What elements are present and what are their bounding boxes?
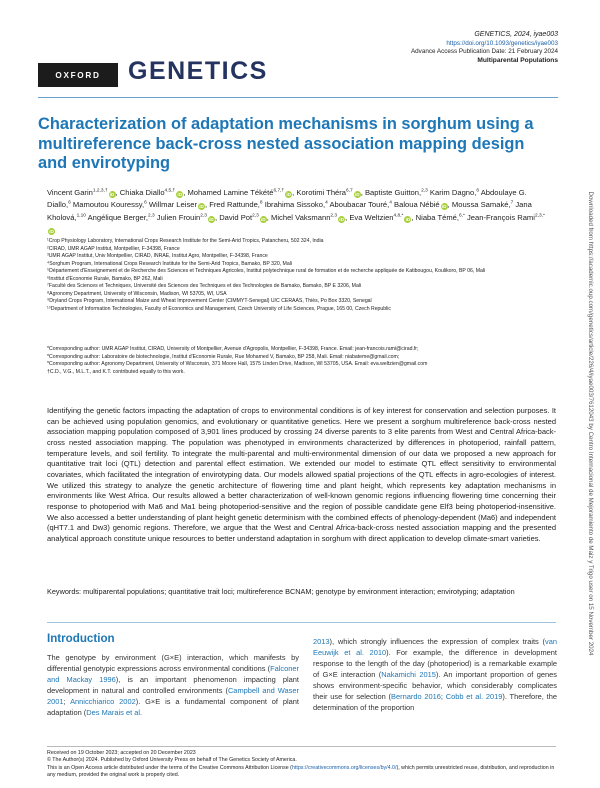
affiliation: ⁷Faculté des Sciences et Techniques, Université des Sciences des Techniques et des Technologies de Bamako, Bamako, BP E 3206, Mali — [47, 283, 362, 289]
doi-link[interactable]: https://doi.org/10.1093/genetics/iyae003 — [446, 39, 558, 47]
citation-link[interactable]: Campbell and Waser 2001 — [47, 686, 299, 706]
author-name[interactable]: Fred Rattunde, — [209, 200, 260, 210]
author-name[interactable]: Moussa Samaké, — [451, 200, 511, 210]
correspondence-line: *Corresponding author: Laboratoire de biotechnologie, Institut d'Economie Rurale, Rue Mohamed V, Bamako, BP 258, Mali. Email: niabateme@gmail.com; — [47, 353, 400, 360]
author-affiliation-marker: 6,7,† — [273, 188, 285, 193]
author-affiliation-marker: 2,3 — [252, 213, 259, 219]
body-text: ). G×E is a fundamental component of plant adaptation ( — [47, 697, 299, 717]
correspondence-line: *Corresponding author: UMR AGAP Institut, CIRAD, University of Montpellier, Avenue d'Agropolis, Montpellier, F-34398, France. Email: jean-francois.rami@cirad.fr; — [47, 346, 419, 352]
affiliation: ²CIRAD, UMR AGAP Institut, Montpellier, F-34398, France — [47, 245, 180, 252]
license-text: This is an Open Access article distributed under the terms of the Creative Commons Attribution License (https://creativecommons.org/licenses/by/4.0/), which permits unrestricted reuse, distribution, and reproduction in any medium, provided the original work is properly cited. — [47, 764, 555, 778]
article-category: Multiparental Populations — [477, 56, 558, 64]
orcid-icon[interactable]: iD — [109, 191, 115, 197]
author-name[interactable]: Julien Frouin — [156, 213, 201, 223]
affiliation: ⁹Dryland Crops Program, International Maize and Wheat Improvement Center (CIMMYT-Senegal) U/C CERAAS, Thiès, Po Box 3320, Senegal — [47, 298, 372, 304]
body-text: ), is an important phenomenon impacting plant development in natural and controlled environments ( — [47, 675, 299, 695]
orcid-icon[interactable]: iD — [177, 191, 183, 197]
author-affiliation-marker: 4 — [389, 200, 392, 206]
affiliation: ¹⁰Department of Information Technologies, Faculty of Economics and Management, Czech University of Life Sciences, Prague, 165 00, Czech Republic — [47, 305, 391, 312]
orcid-icon[interactable]: iD — [286, 191, 291, 197]
author-affiliation-marker: 8 — [259, 200, 263, 206]
author-name[interactable]: Eva Weltzien — [349, 213, 394, 223]
intro-column-2 — [313, 636, 557, 713]
author: Korotimi Théra$^{6,7}$iD, — [296, 187, 363, 197]
received-dates: Received on 19 October 2023; accepted on 20 December 2023 — [47, 750, 196, 756]
orcid-icon[interactable]: iD — [405, 217, 411, 223]
author — [88, 213, 155, 222]
correspondence-line: †C.D., V.G., M.L.T., and K.T. contributed equally to this work. — [47, 368, 185, 375]
author-affiliation-marker: 6 — [144, 200, 147, 206]
author-affiliation-marker: 2,3 — [330, 213, 338, 219]
affiliations — [47, 238, 552, 313]
author-affiliation-marker: 6,* — [459, 213, 465, 219]
author: Vincent Garin$^{1,2,3,\dagger}$iD, — [47, 187, 118, 197]
author-list — [47, 185, 547, 235]
running-header — [411, 31, 558, 65]
citation-link[interactable]: 2013 — [313, 637, 330, 646]
oxford-logo: OXFORD — [38, 63, 118, 87]
introduction-heading: Introduction — [47, 632, 115, 645]
author-name[interactable]: Abdoulaye G. Diallo, — [47, 187, 527, 210]
body-text: ). Therefore, the determination of the proportion — [313, 692, 557, 712]
affiliation: ⁸Agronomy Department, University of Wisconsin, Madison, WI 53705, WI, USA — [47, 290, 227, 297]
intro-column-1 — [47, 652, 299, 718]
author-name[interactable]: Ibrahima Sissoko, — [264, 200, 326, 210]
affiliation: ¹Crop Physiology Laboratory, International Crops Research Institute for the Semi-Arid Tropics, Patancheru, 502 324, India — [47, 238, 324, 244]
author-affiliation-marker: 1,2,3,† — [92, 188, 108, 193]
affiliation: ⁴Sorghum Program, International Crops Research Institute for the Semi-Arid Tropics, Bamako, BP 320, Mali — [47, 260, 292, 267]
author — [265, 200, 328, 209]
author — [209, 200, 262, 209]
orcid-icon[interactable]: iD — [339, 217, 344, 223]
body-text: The genotype by environment (G×E) interaction, which manifests by differential genotypic expressions across environmental conditions ( — [47, 653, 299, 673]
author — [329, 200, 391, 209]
author-affiliation-marker: 2,3 — [200, 213, 207, 219]
author-name[interactable]: Niaba Témé, — [415, 213, 459, 223]
author-name[interactable]: Baptiste Guitton, — [364, 187, 422, 197]
author-affiliation-marker: 6 — [476, 188, 480, 193]
author-affiliation-marker: 2,3 — [421, 188, 428, 193]
keywords-text: multiparental populations; quantitative trait loci; multireference BCNAM; genotype by environment interaction; envirotyping; adaptation — [83, 587, 515, 596]
author: Mohamed Lamine Tékété$^{6,7,\dagger}$iD, — [187, 187, 295, 197]
orcid-icon[interactable]: iD — [441, 204, 447, 210]
author-affiliation-marker: 1,10 — [76, 213, 86, 219]
citation-link[interactable]: Falconer and Mackay 1996 — [47, 664, 299, 684]
author: Julien Frouin$^{2,3}$iD, — [156, 213, 218, 223]
author-name[interactable]: Jana Kholová, — [47, 200, 532, 223]
author: Chiaka Diallo$^{4,5,\dagger}$iD, — [119, 187, 186, 197]
advance-access-date: Advance Access Publication Date: 21 February 2024 — [410, 48, 558, 55]
author-name[interactable]: Chiaka Diallo — [119, 187, 165, 197]
author-name[interactable]: Jean-François Rami — [467, 213, 535, 223]
article-title: Characterization of adaptation mechanisms in sorghum using a multireference back-cross nested association mapping design and envirotyping — [38, 115, 534, 172]
author-affiliation-marker: 4,8,* — [393, 213, 404, 219]
genetics-logo: GENETICS — [128, 57, 268, 85]
author-name[interactable]: Korotimi Théra — [296, 187, 347, 197]
correspondence-line: *Corresponding author: Agronomy Department, University of Wisconsin, 371 Moore Hall, 1575 Linden Drive, Madison, WI 53705, USA. Email: eva.weltzien@gmail.com — [47, 361, 428, 367]
citation-link[interactable]: Nakamichi 2015 — [381, 670, 436, 679]
citation-link[interactable]: Bernardo 2016 — [391, 692, 441, 701]
author: Michel Vaksmann$^{2,3}$iD, — [271, 213, 348, 223]
correspondence — [47, 346, 552, 376]
journal-citation: GENETICS, 2024, iyae003 — [474, 31, 558, 38]
author-name[interactable]: Karim Dagno, — [429, 187, 477, 197]
citation-link[interactable]: Cobb et al. 2019 — [445, 692, 503, 701]
header-divider — [38, 97, 558, 98]
orcid-icon[interactable]: iD — [261, 217, 266, 223]
affiliation: ³UMR AGAP Institut, Univ Montpellier, CIRAD, INRAE, Institut Agro, Montpellier, F-34398, France — [47, 253, 268, 259]
author-name[interactable]: Mamoutou Kouressy, — [72, 200, 145, 210]
author-name[interactable]: Mohamed Lamine Tékété — [187, 187, 274, 197]
author — [452, 200, 513, 209]
author — [365, 188, 428, 197]
author-affiliation-marker: 2,3,* — [534, 213, 545, 219]
author-name[interactable]: Baloua Nébié — [394, 200, 440, 210]
author-name[interactable]: Michel Vaksmann — [271, 213, 331, 223]
body-text: ; — [63, 697, 71, 706]
author: Willmar Leiser iD, — [148, 200, 208, 210]
body-text: ; — [440, 692, 446, 701]
author-name[interactable]: Willmar Leiser — [148, 200, 197, 210]
orcid-icon[interactable]: iD — [209, 217, 214, 223]
author-affiliation-marker: 7 — [510, 200, 514, 206]
footer-notice — [47, 750, 557, 779]
affiliation: ⁶Institut d'Economie Rurale, Bamako, BP 262, Mali — [47, 275, 163, 282]
citation-link[interactable]: Des Marais et al. — [86, 708, 143, 717]
author-name[interactable]: Vincent Garin — [47, 187, 93, 197]
author: Baloua Nébié iD, — [394, 200, 450, 210]
author: Eva Weltzien$^{4,8,*}$iD, — [349, 213, 414, 223]
orcid-icon[interactable]: iD — [199, 204, 204, 210]
section-divider — [47, 622, 556, 623]
body-text: ), which strongly influences the expression of complex traits ( — [329, 637, 545, 646]
keywords — [47, 587, 556, 598]
footer-divider — [47, 746, 556, 747]
author: David Pot$^{2,3}$iD, — [219, 213, 269, 223]
keywords-label: Keywords: — [47, 587, 82, 596]
author-affiliation-marker: 4 — [325, 200, 328, 206]
author — [416, 213, 465, 222]
citation-link[interactable]: van Eeuwijk et al. 2010 — [313, 637, 557, 657]
body-text: ). An important proportion of genes shows environment-specific behavior, which considerably complicates their use for selection ( — [313, 670, 557, 701]
author-name[interactable]: Angélique Berger, — [87, 213, 148, 223]
license-link[interactable]: https://creativecommons.org/licenses/by/4.0/ — [291, 764, 397, 771]
author-affiliation-marker: 2,3 — [147, 213, 155, 219]
affiliation: ⁵Département d'Enseignement et de Recherche des Sciences et Techniques Agricoles, Institut polytechnique rural de formation et de recherche appliquée de Katibougou, Koulikoro, BP 06, Mali — [47, 268, 486, 274]
author-affiliation-marker: 6 — [68, 200, 71, 206]
citation-link[interactable]: Annicchiarico 2002 — [70, 697, 136, 706]
author — [73, 200, 147, 209]
author-name[interactable]: David Pot — [219, 213, 253, 223]
abstract: Identifying the genetic factors impacting the adaptation of crops to environmental conditions is of key interest for conservation and selection purposes. It can be achieved using population genomics, and evolutionary or quantitative genetics. Here we present a sorghum multireference back-cross nested association mapping population composed of 3,901 lines produced by crossing 24 diverse parents to 3 elite parents from West and Central Africa-back-cross nested association mapping. The population was phenotyped in environments characterized by differences in photoperiod, rainfall pattern, temperature levels, and soil fertility. To integrate the multi-parental and multi-environmental dimension of our data we proposed a new approach for quantitative trait loci (QTL) detection and parental effect estimation. We extended our model to estimate QTL effect sensitivity to environmental covariates, which facilitated the integration of envirotyping data. Our models allowed spatial projections of the QTL effects in agro-ecologies of interest. We utilized this strategy to analyze the genetic architecture of flowering time and plant height, which represents key adaptation mechanisms in environments like West Africa. Our results allowed a better characterization of well-known genomic regions influencing flowering time concerning their response to photoperiod with Ma6 and Ma1 being photoperiod-sensitive and the region of possible candidate gene Elf3 being photoperiod-insensitive. We also accessed a better understanding of plant height genetic determinism with the combined effects of phenology-dependent (Ma6) and independent (qHT7.1 and Dw3) genomic regions. Therefore, we argue that the West and Central Africa-back-cross nested association mapping and the presented analytical approach constitute unique resources to better understand adaptation in sorghum with direct application to develop climate-smart varieties. — [47, 406, 556, 543]
download-note: Downloaded from https://academic.oup.com/genetics/article/226/4/iyae003/7612043 by Centro Internacional de Mejoramiento de Maiz y Trigo user on 15 November 2024 — [587, 191, 594, 656]
author-affiliation-marker: 4,5,† — [164, 188, 176, 193]
author-affiliation-marker: 6,7 — [346, 188, 353, 193]
body-text: ). For example, the difference in development response to the length of the day (photoperiod) is a remarkable example of G×E interaction ( — [313, 648, 557, 679]
copyright-line: © The Author(s) 2024. Published by Oxford University Press on behalf of The Genetics Society of America. — [47, 757, 297, 764]
download-sidebar — [581, 118, 594, 733]
orcid-icon[interactable]: iD — [49, 228, 54, 234]
author — [430, 188, 479, 197]
orcid-icon[interactable]: iD — [354, 191, 360, 197]
author-name[interactable]: Aboubacar Touré, — [329, 200, 390, 210]
